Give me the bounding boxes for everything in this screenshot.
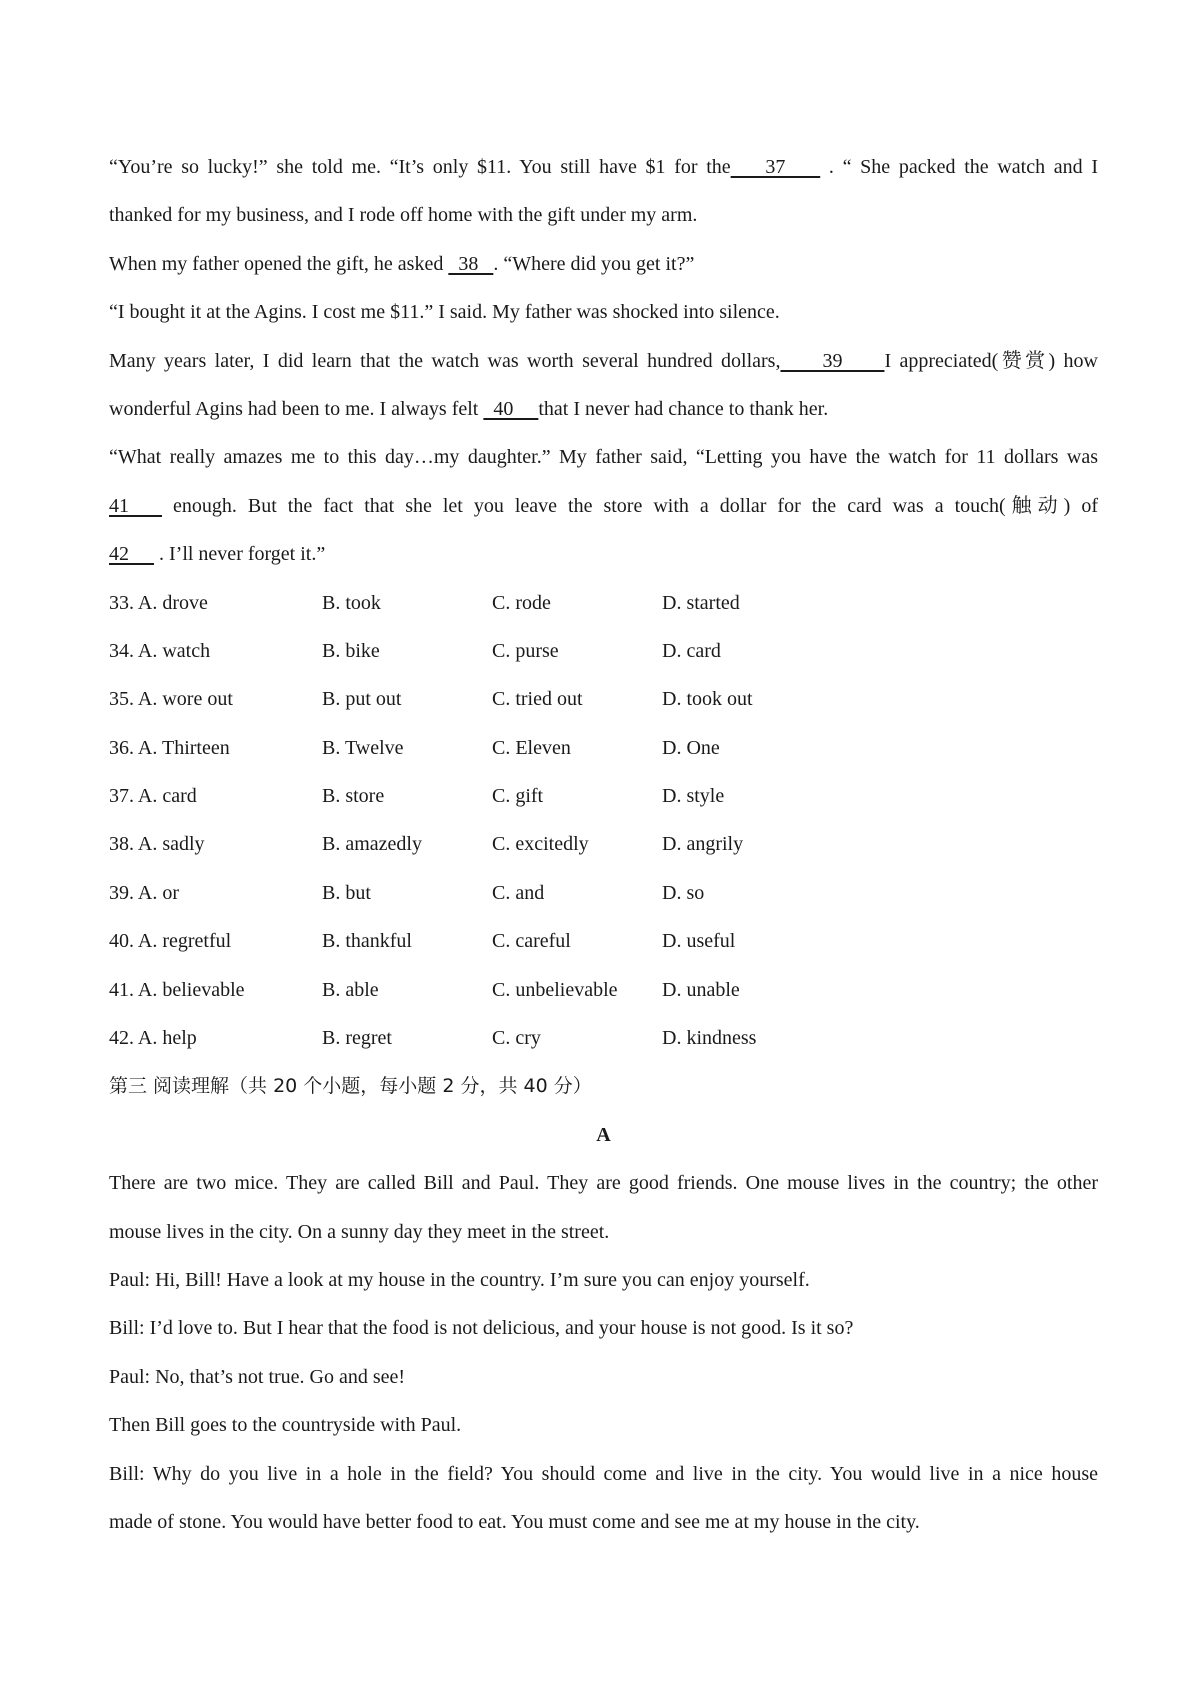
option-d: D. started bbox=[662, 591, 740, 614]
text-span: that I never had chance to thank her. bbox=[538, 397, 829, 420]
text-span: . “ She packed the watch and I bbox=[820, 156, 1099, 178]
option-a: 33. A. drove bbox=[109, 591, 208, 614]
option-row-42 bbox=[109, 1014, 1098, 1062]
passage-letter: A bbox=[596, 1123, 611, 1146]
option-row-41 bbox=[109, 966, 1098, 1014]
option-d: D. kindness bbox=[662, 1027, 757, 1050]
text-span: I appreciated(赞赏) how bbox=[884, 349, 1098, 372]
passage-a-line: mouse lives in the city. On a sunny day they meet in the street. bbox=[109, 1220, 610, 1243]
option-d: D. so bbox=[662, 881, 705, 904]
option-b: B. thankful bbox=[322, 930, 412, 953]
option-row-39 bbox=[109, 869, 1098, 917]
text-span: enough. But the fact that she let you leave the store with a dollar for the card was a touch(触动) of bbox=[162, 494, 1099, 517]
option-b: B. amazedly bbox=[322, 833, 422, 856]
blank-40: 40 bbox=[483, 397, 539, 420]
option-d: D. card bbox=[662, 639, 721, 662]
passage-a-line: There are two mice. They are called Bill and Paul. They are good friends. One mouse lives in the country; the other bbox=[109, 1172, 1098, 1195]
option-c: C. gift bbox=[492, 785, 544, 808]
page-content bbox=[109, 143, 1098, 1546]
text-span: When my father opened the gift, he asked bbox=[109, 252, 449, 275]
option-a: 41. A. believable bbox=[109, 978, 245, 1001]
option-row-40 bbox=[109, 917, 1098, 965]
blank-39: 39 bbox=[780, 349, 885, 372]
passage-line bbox=[109, 143, 1098, 191]
option-b: B. store bbox=[322, 785, 385, 808]
option-d: D. took out bbox=[662, 688, 753, 711]
option-b: B. Twelve bbox=[322, 736, 404, 759]
option-c: C. Eleven bbox=[492, 736, 571, 759]
passage-line bbox=[109, 240, 1098, 288]
option-row-38 bbox=[109, 820, 1098, 868]
option-b: B. bike bbox=[322, 639, 380, 662]
passage-a-line: Bill: Why do you live in a hole in the field? You should come and live in the city. You would live in a nice house bbox=[109, 1462, 1098, 1485]
text-span: . “Where did you get it?” bbox=[493, 252, 695, 275]
option-a: 39. A. or bbox=[109, 881, 179, 904]
option-a: 35. A. wore out bbox=[109, 688, 233, 711]
passage-line bbox=[109, 482, 1098, 530]
passage-a-line: Paul: Hi, Bill! Have a look at my house in the country. I’m sure you can enjoy yourself. bbox=[109, 1268, 810, 1291]
passage-line bbox=[109, 385, 1098, 433]
option-row-35 bbox=[109, 675, 1098, 723]
option-row-36 bbox=[109, 724, 1098, 772]
passage-line bbox=[109, 337, 1098, 385]
option-c: C. careful bbox=[492, 930, 571, 953]
passage-line: “I bought it at the Agins. I cost me $11.” I said. My father was shocked into silence. bbox=[109, 301, 780, 324]
option-b: B. regret bbox=[322, 1027, 392, 1050]
passage-line: “What really amazes me to this day…my daughter.” My father said, “Letting you have the watch for 11 dollars was bbox=[109, 446, 1098, 469]
option-b: B. took bbox=[322, 591, 381, 614]
option-c: C. excitedly bbox=[492, 833, 589, 856]
option-b: B. put out bbox=[322, 688, 402, 711]
passage-line: thanked for my business, and I rode off home with the gift under my arm. bbox=[109, 204, 698, 227]
blank-42: 42 bbox=[109, 543, 154, 566]
blank-38: 38 bbox=[448, 252, 494, 275]
text-span: . I’ll never forget it.” bbox=[154, 543, 326, 566]
option-d: D. One bbox=[662, 736, 720, 759]
option-d: D. style bbox=[662, 785, 725, 808]
option-d: D. useful bbox=[662, 930, 736, 953]
option-c: C. cry bbox=[492, 1027, 541, 1050]
text-span: wonderful Agins had been to me. I always felt bbox=[109, 397, 484, 420]
section-heading: 第三 阅读理解（共 20 个小题，每小题 2 分，共 40 分） bbox=[109, 1075, 592, 1098]
option-c: C. rode bbox=[492, 591, 551, 614]
option-a: 37. A. card bbox=[109, 785, 197, 808]
option-d: D. unable bbox=[662, 978, 740, 1001]
passage-a-line: Bill: I’d love to. But I hear that the food is not delicious, and your house is not good. Is it so? bbox=[109, 1317, 854, 1340]
passage-a-line: Paul: No, that’s not true. Go and see! bbox=[109, 1365, 406, 1388]
option-a: 42. A. help bbox=[109, 1027, 197, 1050]
blank-37: 37 bbox=[730, 156, 821, 178]
option-row-34 bbox=[109, 627, 1098, 675]
option-c: C. purse bbox=[492, 639, 559, 662]
passage-a-line: made of stone. You would have better food to eat. You must come and see me at my house in the city. bbox=[109, 1510, 920, 1533]
text-span: “You’re so lucky!” she told me. “It’s only $11. You still have $1 for the bbox=[109, 156, 731, 178]
passage-a-line: Then Bill goes to the countryside with Paul. bbox=[109, 1414, 462, 1437]
option-c: C. and bbox=[492, 881, 545, 904]
option-b: B. able bbox=[322, 978, 379, 1001]
option-a: 38. A. sadly bbox=[109, 833, 205, 856]
blank-41: 41 bbox=[109, 494, 163, 517]
option-b: B. but bbox=[322, 881, 371, 904]
option-a: 40. A. regretful bbox=[109, 930, 232, 953]
option-c: C. tried out bbox=[492, 688, 583, 711]
passage-line bbox=[109, 530, 1098, 578]
option-row-37 bbox=[109, 772, 1098, 820]
option-c: C. unbelievable bbox=[492, 978, 618, 1001]
text-span: Many years later, I did learn that the watch was worth several hundred dollars, bbox=[109, 349, 781, 372]
option-d: D. angrily bbox=[662, 833, 744, 856]
option-a: 36. A. Thirteen bbox=[109, 736, 230, 759]
option-a: 34. A. watch bbox=[109, 639, 211, 662]
option-row-33 bbox=[109, 579, 1098, 627]
